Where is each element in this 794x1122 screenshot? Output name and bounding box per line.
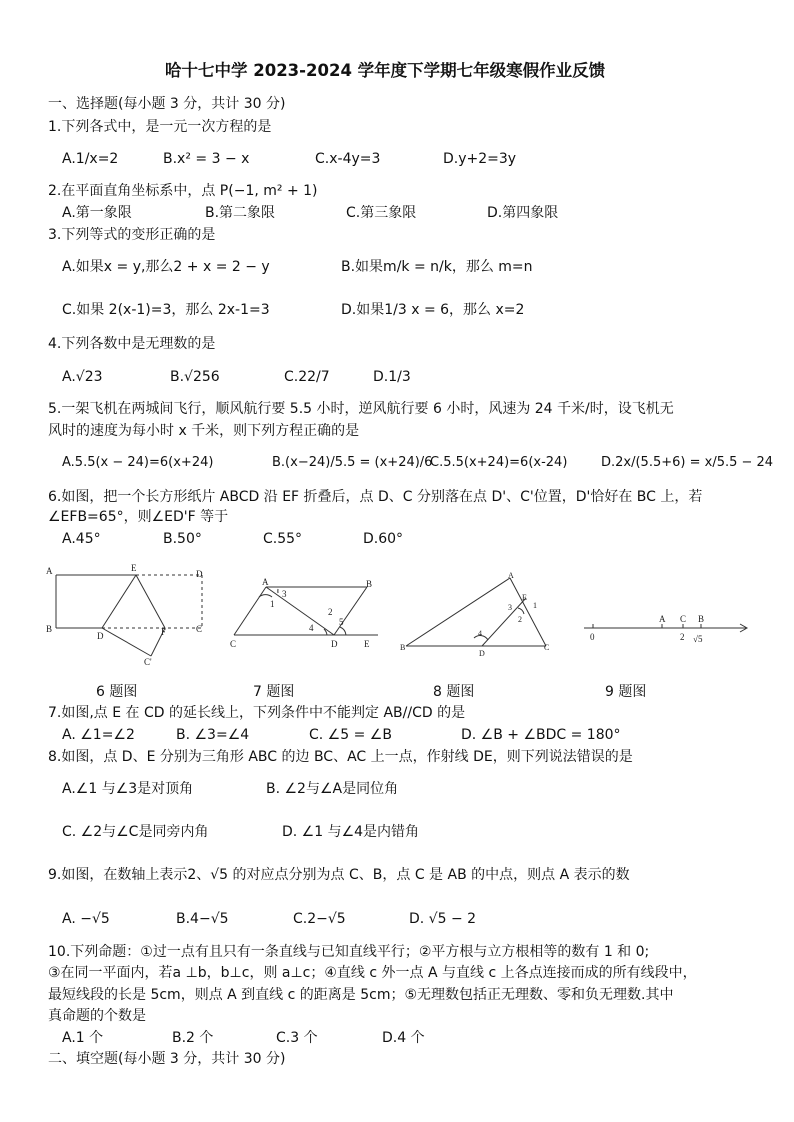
fig8-label-d: D [479,649,485,658]
fig6-label-f: F [161,627,167,637]
q4-option-c: C.22/7 [284,369,330,385]
q1-stem: 1.下列各式中，是一元一次方程的是 [48,119,272,135]
fig6-label-c: C [196,624,203,634]
q8-option-d: D. ∠1 与∠4是内错角 [282,824,420,840]
fig8-angle-2: 2 [518,615,522,624]
q9-option-b: B.4−√5 [176,911,229,927]
q1-option-a: A.1/x=2 [62,151,119,167]
q6-option-d: D.60° [363,531,404,547]
q7-stem: 7.如图,点 E 在 CD 的延长线上，下列条件中不能判定 AB//CD 的是 [48,705,466,721]
fig8-angle-3: 3 [508,603,512,612]
fig7-angle-2: 2 [328,607,333,617]
q2-option-d: D.第四象限 [487,205,559,221]
fig7-label-d: D [331,639,338,649]
q9-option-a: A. −√5 [62,911,110,927]
q10-stem-line2: ③在同一平面内，若a ⊥b，b⊥c，则 a⊥c；④直线 c 外一点 A 与直线 c 上各点连接而成的所有线段中， [48,965,697,981]
q6-stem-line2: ∠EFB=65°，则∠ED'F 等于 [48,509,229,525]
q3-option-d: D.如果1/3 x = 6，那么 x=2 [341,302,525,318]
fig6-label-d-prime: D [97,631,104,641]
fig7-label-c: C [230,639,237,649]
fig9-label-two: 2 [680,632,685,642]
fig7-label-b: B [366,579,373,589]
fig8-label-a: A [508,571,514,580]
q5-option-c: C.5.5(x+24)=6(x-24) [430,455,568,470]
fig8-label-b: B [400,643,406,652]
q6-stem-line1: 6.如图，把一个长方形纸片 ABCD 沿 EF 折叠后，点 D、C 分别落在点 D'、C'位置，D'恰好在 BC 上，若 [48,489,703,505]
figure-9-caption: 9 题图 [605,684,647,700]
q10-option-c: C.3 个 [276,1030,318,1046]
q1-option-d: D.y+2=3y [443,151,517,167]
figure-6-caption: 6 题图 [96,684,138,700]
q3-option-c: C.如果 2(x-1)=3，那么 2x-1=3 [62,302,270,318]
fig6-label-d: D [196,569,203,579]
fig7-angle-1: 1 [270,599,275,609]
q5-option-a: A.5.5(x − 24)=6(x+24) [62,455,214,470]
q3-stem: 3.下列等式的变形正确的是 [48,227,216,243]
figure-8-triangle-diagram [398,570,558,660]
q7-option-d: D. ∠B + ∠BDC = 180° [461,727,621,743]
fig6-label-c-prime: C' [144,657,152,667]
fig6-label-b: B [46,624,53,634]
q3-option-b: B.如果m/k = n/k，那么 m=n [341,259,533,275]
q5-option-b: B.(x−24)/5.5 = (x+24)/6 [272,455,433,470]
fig7-label-a: A [262,577,269,587]
page-title: 哈十七中学 2023-2024 学年度下学期七年级寒假作业反馈 [165,61,606,80]
figure-8-caption: 8 题图 [433,684,475,700]
q7-option-b: B. ∠3=∠4 [176,727,250,743]
fig9-label-c: C [680,614,687,624]
q2-option-b: B.第二象限 [205,205,276,221]
q2-option-a: A.第一象限 [62,205,132,221]
fig8-label-e: E [522,593,527,602]
q8-option-c: C. ∠2与∠C是同旁内角 [62,824,209,840]
fig9-label-a: A [659,614,666,624]
section-heading-fill-in: 二、填空题(每小题 3 分，共计 30 分) [48,1051,286,1067]
q4-stem: 4.下列各数中是无理数的是 [48,336,216,352]
q5-stem-line1: 5.一架飞机在两城间飞行，顺风航行要 5.5 小时，逆风航行要 6 小时，风速为 24 千米/时，设飞机无 [48,401,674,417]
q2-option-c: C.第三象限 [346,205,417,221]
fig7-label-e: E [364,639,370,649]
fig8-angle-1: 1 [533,601,537,610]
fig7-angle-5: 5 [339,617,344,627]
q10-stem-line4: 真命题的个数是 [48,1008,146,1024]
q3-option-a: A.如果x = y,那么2 + x = 2 − y [62,259,270,275]
q4-option-a: A.√23 [62,369,103,385]
q6-option-c: C.55° [263,531,303,547]
fig7-angle-3: 3 [282,589,287,599]
q10-stem-line3: 最短线段的长是 5cm，则点 A 到直线 c 的距离是 5cm；⑤无理数包括正无理数、零和负无理数.其中 [48,987,674,1003]
q4-option-d: D.1/3 [373,369,411,385]
fig9-label-sqrt5: √5 [693,634,703,644]
section-heading-choice: 一、选择题(每小题 3 分，共计 30 分) [48,96,286,112]
q4-option-b: B.√256 [170,369,220,385]
q7-option-c: C. ∠5 = ∠B [309,727,392,743]
fig7-angle-4: 4 [309,623,314,633]
q6-option-a: A.45° [62,531,101,547]
q5-stem-line2: 风时的速度为每小时 x 千米，则下列方程正确的是 [48,423,360,439]
fig6-label-e: E [131,563,137,573]
q5-option-d: D.2x/(5.5+6) = x/5.5 − 24 [601,455,774,470]
q6-option-b: B.50° [163,531,202,547]
figure-9-number-line [578,612,753,648]
q7-option-a: A. ∠1=∠2 [62,727,135,743]
fig6-label-a: A [46,566,53,576]
figure-6-fold-diagram [40,560,220,670]
q1-option-c: C.x-4y=3 [315,151,381,167]
q8-stem: 8.如图，点 D、E 分别为三角形 ABC 的边 BC、AC 上一点，作射线 DE，则下列说法错误的是 [48,749,633,765]
fig9-label-b: B [698,614,705,624]
q10-option-d: D.4 个 [382,1030,425,1046]
fig8-angle-4: 4 [478,629,482,638]
figure-7-caption: 7 题图 [253,684,295,700]
q1-option-b: B.x² = 3 − x [163,151,250,167]
q9-option-d: D. √5 − 2 [409,911,477,927]
q10-option-b: B.2 个 [172,1030,214,1046]
q10-option-a: A.1 个 [62,1030,104,1046]
fig8-label-c: C [544,643,550,652]
q9-option-c: C.2−√5 [293,911,346,927]
q10-stem-line1: 10.下列命题：①过一点有且只有一条直线与已知直线平行；②平方根与立方根相等的数有 1 和 0; [48,944,650,960]
q8-option-a: A.∠1 与∠3是对顶角 [62,781,194,797]
q9-stem: 9.如图，在数轴上表示2、√5 的对应点分别为点 C、B，点 C 是 AB 的中点，则点 A 表示的数 [48,867,630,883]
q2-stem: 2.在平面直角坐标系中，点 P(−1, m² + 1) [48,183,318,199]
q8-option-b: B. ∠2与∠A是同位角 [266,781,399,797]
figure-7-parallelogram-diagram [226,575,386,655]
fig9-label-zero: 0 [590,632,595,642]
